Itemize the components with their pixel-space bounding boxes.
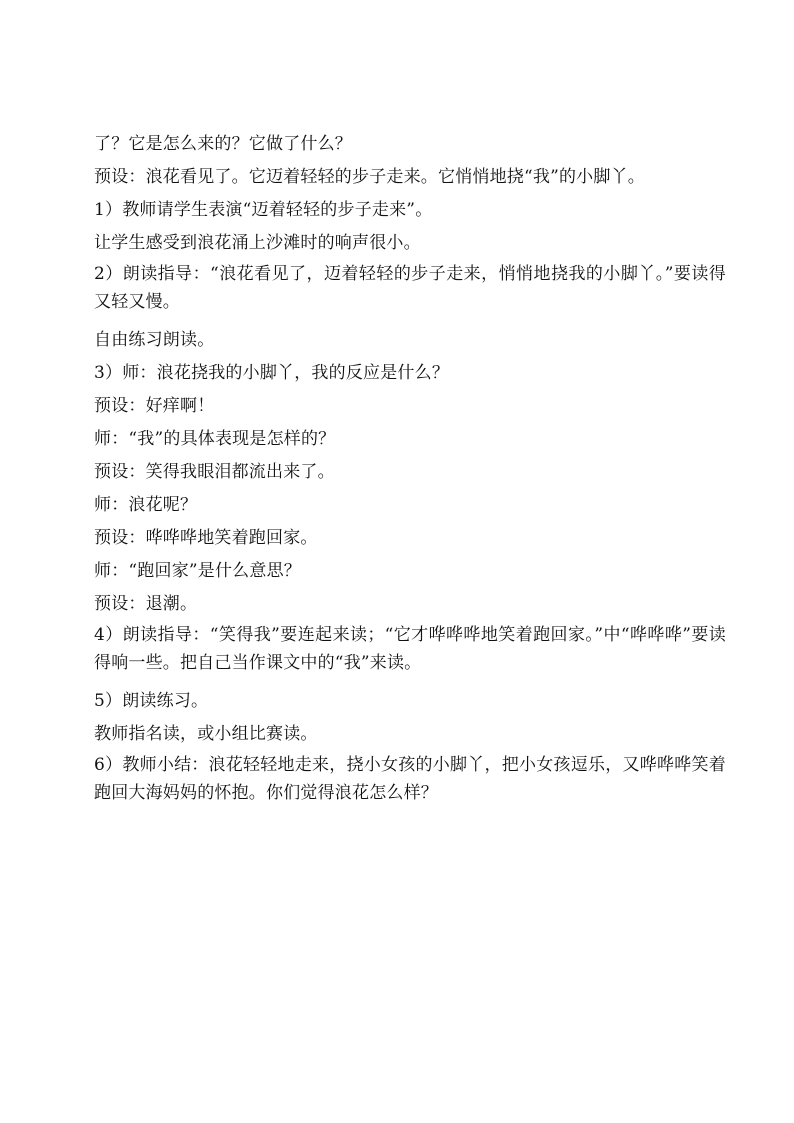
paragraph-3: 1）教师请学生表演“迈着轻轻的步子走来”。 — [94, 200, 433, 220]
paragraph-10: 预设：笑得我眼泪都流出来了。 — [94, 462, 335, 482]
paragraph-1: 了？它是怎么来的？它做了什么？ — [94, 134, 352, 154]
paragraph-17: 教师指名读，或小组比赛读。 — [94, 724, 318, 744]
paragraph-6: 自由练习朗读。 — [94, 330, 215, 350]
paragraph-16: 5）朗读练习。 — [94, 691, 209, 711]
paragraph-12: 预设：哗哗哗地笑着跑回家。 — [94, 528, 318, 548]
document-body — [94, 128, 726, 807]
paragraph-8: 预设：好痒啊！ — [94, 396, 215, 416]
paragraph-9: 师：“我”的具体表现是怎样的？ — [94, 429, 336, 449]
paragraph-5: 2）朗读指导：“浪花看见了，迈着轻轻的步子走来，悄悄地挠我的小脚丫。”要读得又轻又慢。 — [94, 264, 726, 312]
paragraph-7: 3）师：浪花挠我的小脚丫，我的反应是什么？ — [94, 363, 450, 383]
paragraph-11: 师：浪花呢？ — [94, 495, 198, 515]
paragraph-2: 预设：浪花看见了。它迈着轻轻的步子走来。它悄悄地挠“我”的小脚丫。 — [94, 167, 645, 187]
paragraph-18: 6）教师小结：浪花轻轻地走来，挠小女孩的小脚丫，把小女孩逗乐，又哗哗哗笑着跑回大海妈妈的怀抱。你们觉得浪花怎么样？ — [94, 755, 726, 803]
paragraph-13: 师：“跑回家”是什么意思？ — [94, 561, 301, 581]
paragraph-15: 4）朗读指导：“笑得我”要连起来读；“它才哗哗哗地笑着跑回家。”中“哗哗哗”要读得响一些。把自己当作课文中的“我”来读。 — [94, 625, 726, 673]
paragraph-4: 让学生感受到浪花涌上沙滩时的响声很小。 — [94, 233, 421, 253]
paragraph-14: 预设：退潮。 — [94, 594, 198, 614]
